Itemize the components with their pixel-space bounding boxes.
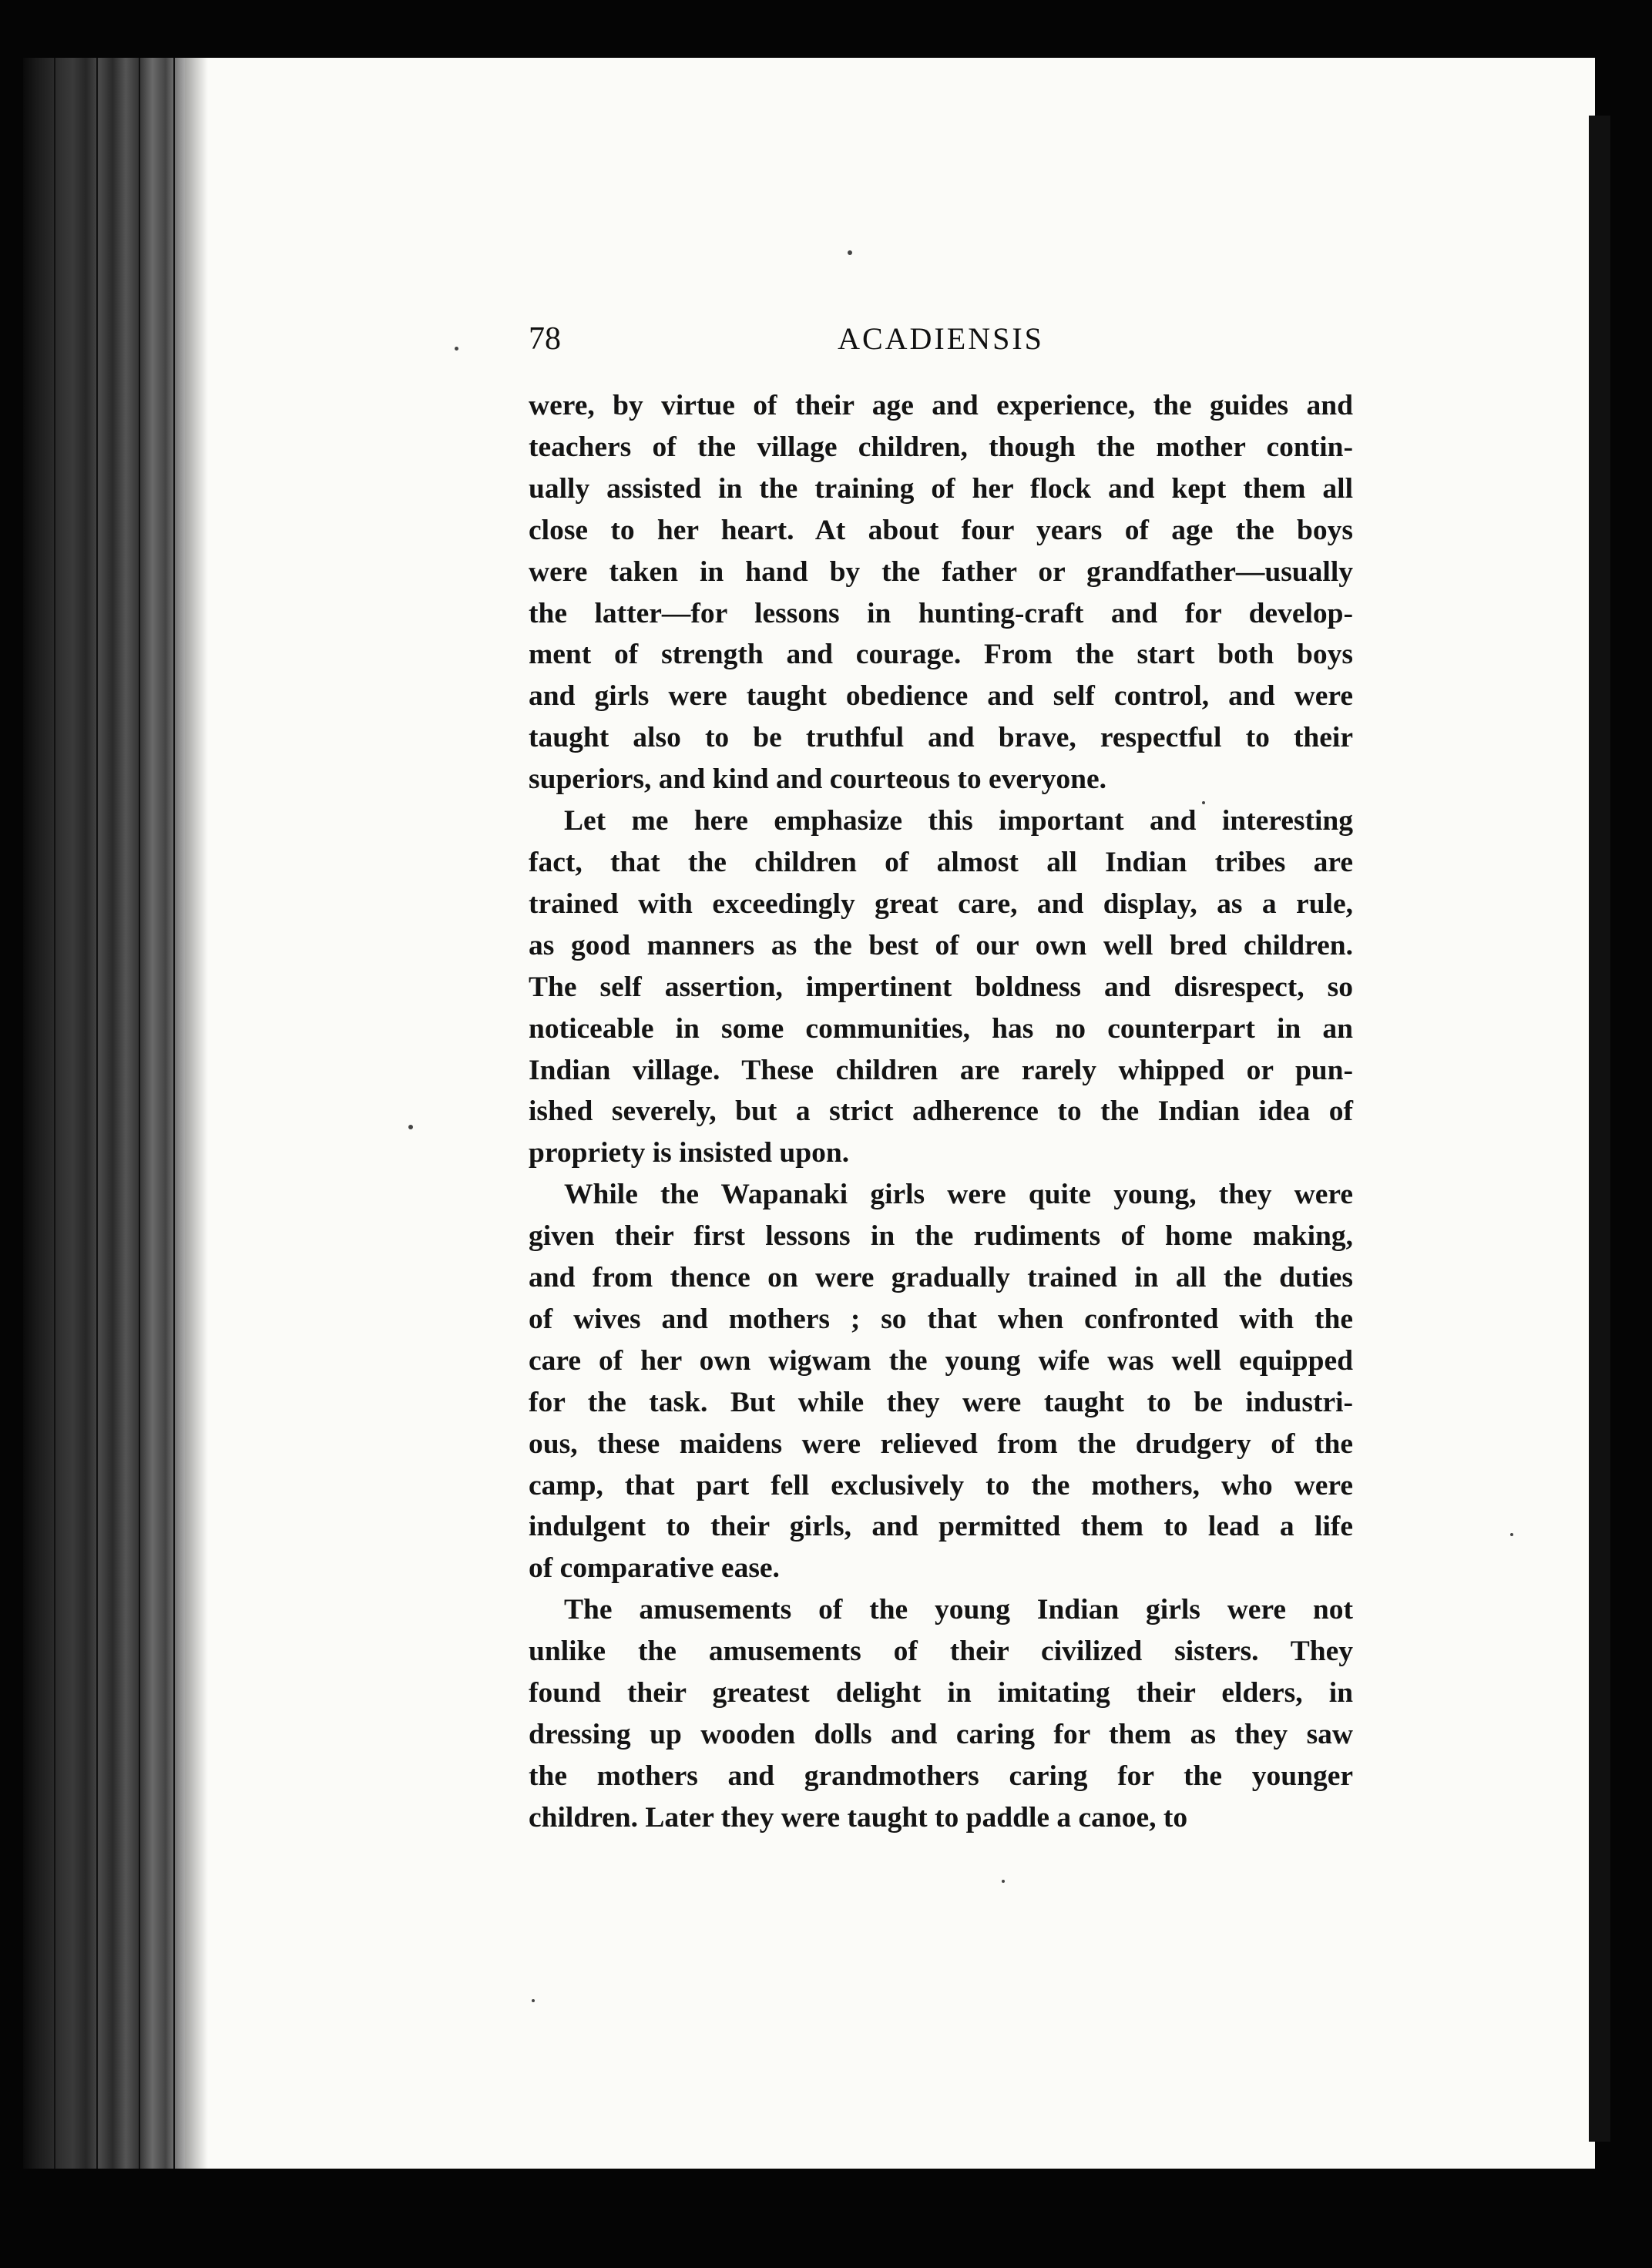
text-line: for the task. But while they were taught to be industri- [529, 1386, 1353, 1418]
text-line: Indian village. These children are rarely whipped or pun- [529, 1054, 1353, 1086]
text-line: of comparative ease. [529, 1552, 780, 1585]
text-line: ually assisted in the training of her flock and kept them all [529, 472, 1353, 505]
text-line: the latter—for lessons in hunting-craft and for develop- [529, 597, 1353, 629]
text-line: close to her heart. At about four years of age the boys [529, 514, 1353, 546]
text-line: of wives and mothers ; so that when confronted with the [529, 1303, 1353, 1335]
paragraph [529, 800, 1353, 1174]
text-line: ous, these maidens were relieved from the drudgery of the [529, 1428, 1353, 1460]
text-line: were taken in hand by the father or grandfather—usually [529, 555, 1353, 588]
dust-speck [532, 1999, 535, 2002]
text-line: indulgent to their girls, and permitted them to lead a life [529, 1511, 1353, 1543]
gutter-shadow [185, 58, 208, 2169]
text-line: camp, that part fell exclusively to the mothers, who were [529, 1469, 1353, 1501]
text-line: propriety is insisted upon. [529, 1137, 850, 1169]
text-line: noticeable in some communities, has no counterpart in an [529, 1012, 1353, 1045]
text-line: care of her own wigwam the young wife was well equipped [529, 1344, 1353, 1377]
text-line: teachers of the village children, though the mother contin- [529, 431, 1353, 463]
running-head [529, 312, 1353, 366]
text-line: found their greatest delight in imitating their elders, in [529, 1677, 1353, 1709]
journal-title: ACADIENSIS [838, 321, 1044, 356]
text-line: as good manners as the best of our own well bred children. [529, 929, 1353, 961]
dust-speck [455, 347, 458, 351]
text-line: were, by virtue of their age and experience, the guides and [529, 390, 1353, 421]
text-line: The amusements of the young Indian girls were not [564, 1594, 1353, 1626]
text-line: the mothers and grandmothers caring for the younger [529, 1760, 1353, 1792]
text-line: unlike the amusements of their civilized sisters. They [529, 1636, 1353, 1668]
right-border-strip [1589, 116, 1610, 2142]
page-edge-line [139, 58, 140, 2169]
text-line: and from thence on were gradually trained in all the duties [529, 1262, 1353, 1294]
dust-speck [408, 1125, 413, 1129]
dust-speck [1002, 1880, 1005, 1883]
book-page-edges [23, 58, 189, 2169]
text-line: superiors, and kind and courteous to everyone. [529, 763, 1107, 796]
page-edge-line [54, 58, 55, 2169]
body-text [529, 385, 1353, 1839]
page-edge-line [173, 58, 175, 2169]
text-line: The self assertion, impertinent boldness and disrespect, so [529, 971, 1353, 1003]
text-line: While the Wapanaki girls were quite young, they were [564, 1179, 1353, 1211]
text-line: taught also to be truthful and brave, respectful to their [529, 722, 1353, 754]
paragraph [529, 1589, 1353, 1838]
text-line: Let me here emphasize this important and interesting [564, 805, 1353, 837]
text-line: trained with exceedingly great care, and display, as a rule, [529, 887, 1353, 920]
text-line: dressing up wooden dolls and caring for them as they saw [529, 1719, 1353, 1750]
text-line: given their first lessons in the rudiments of home making, [529, 1220, 1353, 1253]
text-line: fact, that the children of almost all Indian tribes are [529, 846, 1353, 878]
text-line: children. Later they were taught to paddle a canoe, to [529, 1801, 1188, 1834]
text-line: ment of strength and courage. From the start both boys [529, 639, 1353, 671]
text-line: and girls were taught obedience and self control, and were [529, 680, 1353, 713]
paragraph [529, 385, 1353, 800]
text-line: ished severely, but a strict adherence to the Indian idea of [529, 1095, 1353, 1128]
paragraph [529, 1174, 1353, 1589]
page-edge-line [96, 58, 98, 2169]
dust-speck [1510, 1533, 1513, 1536]
page-number: 78 [529, 321, 561, 357]
dust-speck [848, 250, 852, 255]
